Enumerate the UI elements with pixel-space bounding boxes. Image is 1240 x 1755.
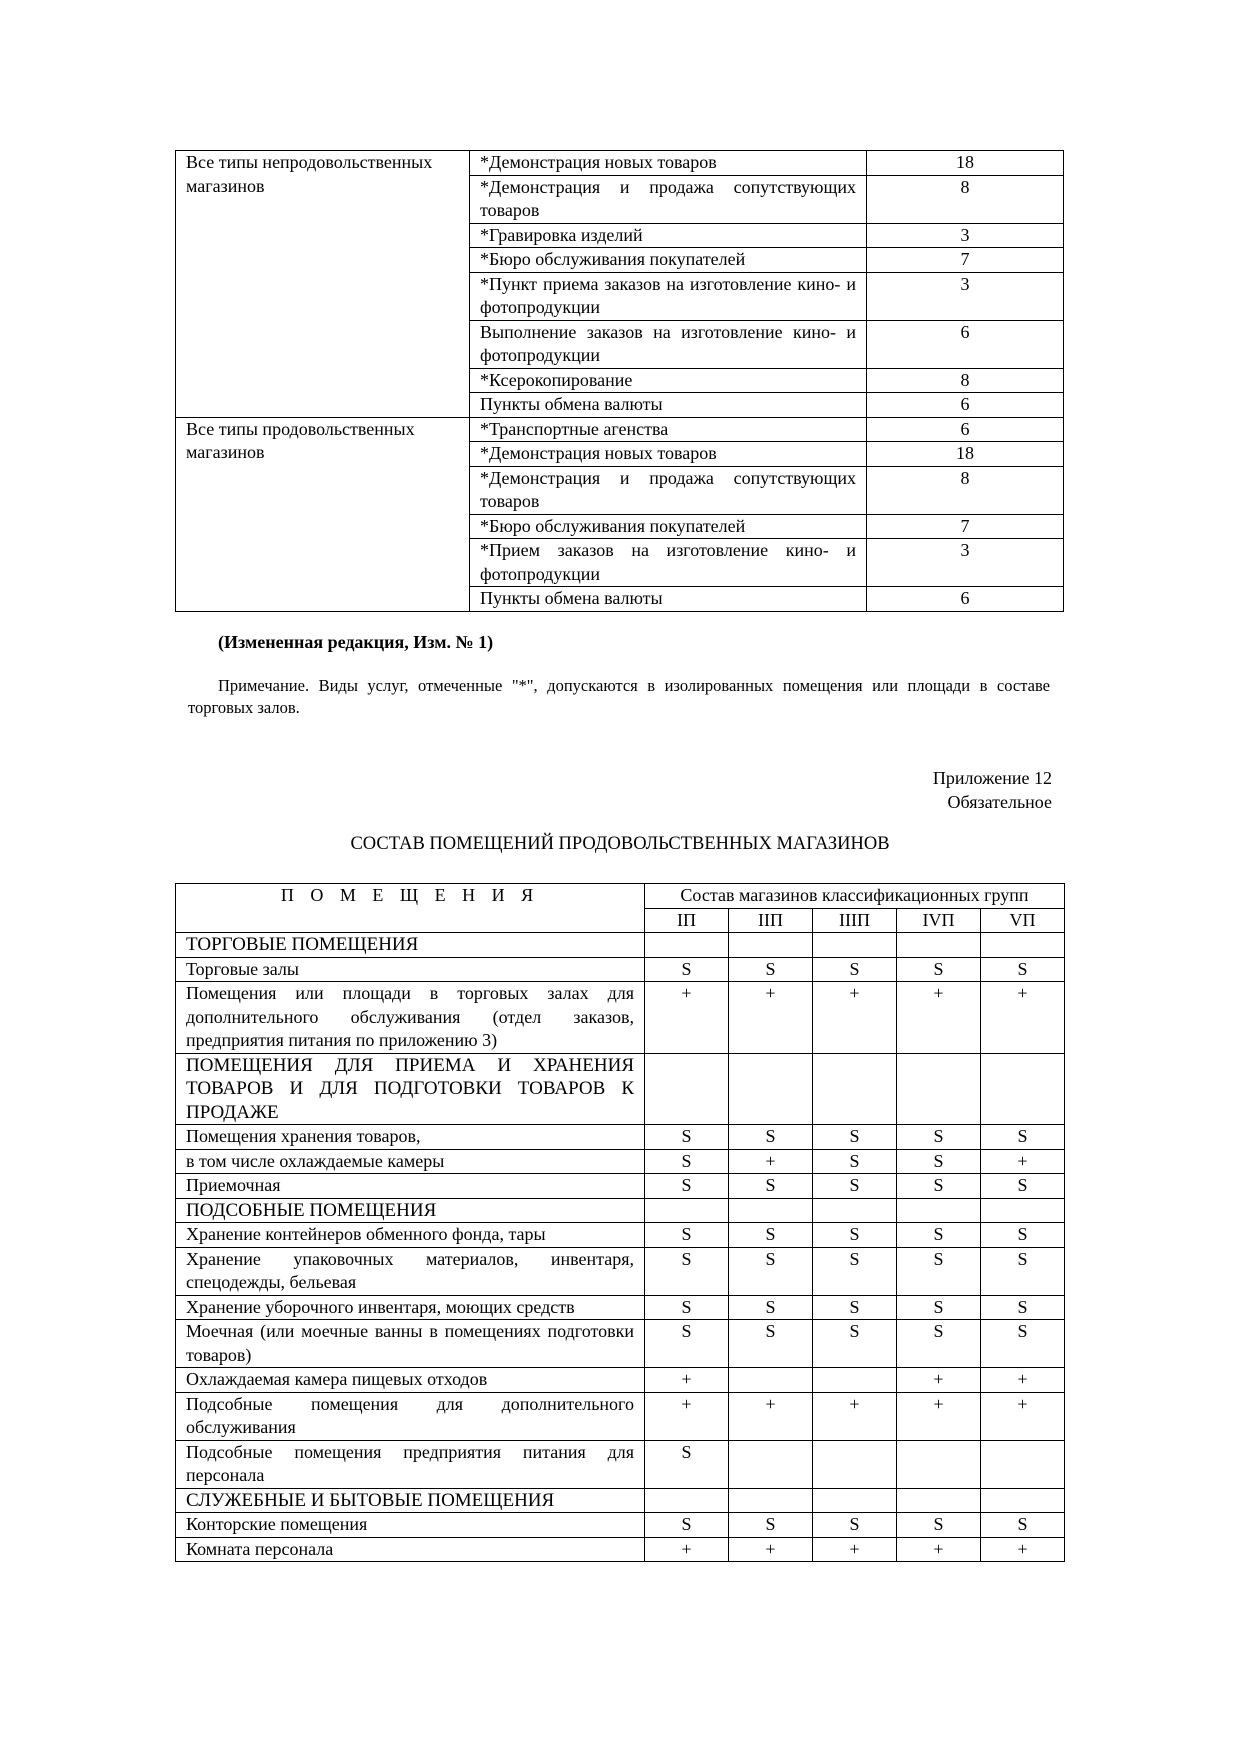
- group-value-cell: [645, 933, 729, 958]
- value-cell: 3: [867, 539, 1064, 587]
- service-cell: *Бюро обслуживания покупателей: [470, 514, 867, 539]
- group-value-cell: S: [897, 1513, 981, 1538]
- table-row: [176, 1537, 1065, 1562]
- group-value-cell: +: [897, 1392, 981, 1440]
- room-name-cell: Охлаждаемая камера пищевых отходов: [176, 1368, 645, 1393]
- group-value-cell: +: [981, 1368, 1065, 1393]
- group-value-cell: +: [645, 1392, 729, 1440]
- value-cell: 6: [867, 587, 1064, 612]
- table-row: [176, 1392, 1065, 1440]
- group-value-cell: S: [645, 1247, 729, 1295]
- group-value-cell: [813, 933, 897, 958]
- value-cell: 3: [867, 223, 1064, 248]
- section-row: [176, 1488, 1065, 1513]
- table-row: [176, 1295, 1065, 1320]
- group-value-cell: [981, 1053, 1065, 1125]
- section-row: [176, 933, 1065, 958]
- section-row: [176, 1053, 1065, 1125]
- edition-note: (Измененная редакция, Изм. № 1): [218, 632, 494, 652]
- header-groups: Состав магазинов классификационных групп: [645, 884, 1065, 909]
- group-value-cell: +: [729, 1149, 813, 1174]
- table-row: [176, 982, 1065, 1054]
- table-row: [176, 1149, 1065, 1174]
- group-value-cell: S: [813, 1125, 897, 1150]
- value-cell: 6: [867, 393, 1064, 418]
- table-row: [176, 417, 1064, 442]
- table-row: [176, 1513, 1065, 1538]
- group-value-cell: S: [645, 1125, 729, 1150]
- group-value-cell: +: [813, 1537, 897, 1562]
- group-value-cell: [897, 1488, 981, 1513]
- group-value-cell: [897, 1198, 981, 1223]
- group-value-cell: [645, 1198, 729, 1223]
- group-value-cell: +: [981, 1149, 1065, 1174]
- appendix-number: Приложение 12: [932, 768, 1052, 788]
- table-row: [176, 1223, 1065, 1248]
- group-code: IVП: [897, 908, 981, 933]
- section-name-cell: СЛУЖЕБНЫЕ И БЫТОВЫЕ ПОМЕЩЕНИЯ: [176, 1488, 645, 1513]
- group-value-cell: S: [981, 1295, 1065, 1320]
- table-row: [176, 151, 1064, 176]
- group-value-cell: [645, 1053, 729, 1125]
- group-value-cell: +: [813, 982, 897, 1054]
- group-value-cell: S: [813, 1149, 897, 1174]
- group-value-cell: [729, 1198, 813, 1223]
- group-value-cell: S: [981, 1513, 1065, 1538]
- group-value-cell: S: [981, 1247, 1065, 1295]
- value-cell: 6: [867, 320, 1064, 368]
- room-name-cell: Хранение уборочного инвентаря, моющих средств: [176, 1295, 645, 1320]
- group-value-cell: [813, 1440, 897, 1488]
- group-code: IП: [645, 908, 729, 933]
- group-value-cell: +: [645, 1537, 729, 1562]
- group-value-cell: +: [729, 982, 813, 1054]
- group-value-cell: S: [981, 1320, 1065, 1368]
- room-name-cell: Хранение контейнеров обменного фонда, тары: [176, 1223, 645, 1248]
- table-row: [176, 1368, 1065, 1393]
- group-value-cell: S: [813, 957, 897, 982]
- service-cell: *Демонстрация новых товаров: [470, 442, 867, 467]
- group-value-cell: S: [729, 1320, 813, 1368]
- group-value-cell: [813, 1053, 897, 1125]
- group-value-cell: S: [813, 1295, 897, 1320]
- group-value-cell: S: [645, 1320, 729, 1368]
- group-value-cell: S: [813, 1513, 897, 1538]
- value-cell: 7: [867, 514, 1064, 539]
- group-value-cell: S: [981, 1223, 1065, 1248]
- services-table: [175, 150, 1064, 612]
- group-value-cell: +: [729, 1537, 813, 1562]
- service-cell: *Демонстрация и продажа сопутствующих товаров: [470, 466, 867, 514]
- group-value-cell: [729, 1440, 813, 1488]
- group-value-cell: S: [813, 1320, 897, 1368]
- group-value-cell: S: [813, 1223, 897, 1248]
- group-value-cell: +: [981, 982, 1065, 1054]
- room-name-cell: Подсобные помещения предприятия питания для персонала: [176, 1440, 645, 1488]
- group-value-cell: +: [645, 982, 729, 1054]
- group-value-cell: S: [729, 1513, 813, 1538]
- section-title: СОСТАВ ПОМЕЩЕНИЙ ПРОДОВОЛЬСТВЕННЫХ МАГАЗИНОВ: [350, 834, 890, 854]
- room-name-cell: Хранение упаковочных материалов, инвентаря, спецодежды, бельевая: [176, 1247, 645, 1295]
- group-value-cell: S: [897, 1149, 981, 1174]
- service-cell: *Демонстрация и продажа сопутствующих товаров: [470, 175, 867, 223]
- appendix-header: [933, 766, 1052, 814]
- table-header-row: [176, 884, 1065, 909]
- room-name-cell: Торговые залы: [176, 957, 645, 982]
- group-value-cell: [981, 933, 1065, 958]
- service-cell: *Демонстрация новых товаров: [470, 151, 867, 176]
- group-value-cell: S: [813, 1174, 897, 1199]
- group-value-cell: S: [645, 1174, 729, 1199]
- group-value-cell: [897, 933, 981, 958]
- room-name-cell: Комната персонала: [176, 1537, 645, 1562]
- group-value-cell: S: [645, 1513, 729, 1538]
- group-value-cell: [729, 1368, 813, 1393]
- group-value-cell: S: [897, 957, 981, 982]
- group-value-cell: [897, 1053, 981, 1125]
- room-name-cell: Помещения или площади в торговых залах для дополнительного обслуживания (отдел заказов, предприятия питания по приложению 3): [176, 982, 645, 1054]
- group-value-cell: +: [981, 1537, 1065, 1562]
- group-value-cell: S: [729, 1247, 813, 1295]
- group-code: IIIП: [813, 908, 897, 933]
- group-value-cell: +: [729, 1392, 813, 1440]
- group-value-cell: S: [813, 1247, 897, 1295]
- value-cell: 3: [867, 272, 1064, 320]
- group-value-cell: [813, 1198, 897, 1223]
- group-value-cell: S: [897, 1320, 981, 1368]
- service-cell: Пункты обмена валюты: [470, 393, 867, 418]
- appendix-status: Обязательное: [947, 792, 1052, 812]
- group-code: IIП: [729, 908, 813, 933]
- group-value-cell: +: [645, 1368, 729, 1393]
- header-rooms: П О М Е Щ Е Н И Я: [176, 884, 645, 933]
- service-cell: Пункты обмена валюты: [470, 587, 867, 612]
- store-type-cell: Все типы продовольственных магазинов: [176, 417, 470, 611]
- group-value-cell: [813, 1488, 897, 1513]
- group-value-cell: S: [981, 957, 1065, 982]
- room-name-cell: Помещения хранения товаров,: [176, 1125, 645, 1150]
- group-value-cell: +: [897, 1368, 981, 1393]
- service-cell: *Прием заказов на изготовление кино- и фотопродукции: [470, 539, 867, 587]
- group-value-cell: S: [729, 1174, 813, 1199]
- group-value-cell: [645, 1488, 729, 1513]
- group-value-cell: [981, 1440, 1065, 1488]
- group-value-cell: +: [981, 1392, 1065, 1440]
- group-value-cell: [729, 1488, 813, 1513]
- group-value-cell: S: [645, 957, 729, 982]
- group-value-cell: S: [981, 1174, 1065, 1199]
- table-row: [176, 1125, 1065, 1150]
- value-cell: 7: [867, 248, 1064, 273]
- group-value-cell: [981, 1488, 1065, 1513]
- room-name-cell: Приемочная: [176, 1174, 645, 1199]
- store-type-cell: Все типы непродовольственных магазинов: [176, 151, 470, 418]
- value-cell: 18: [867, 151, 1064, 176]
- table-row: [176, 1174, 1065, 1199]
- room-name-cell: Подсобные помещения для дополнительного обслуживания: [176, 1392, 645, 1440]
- group-value-cell: [729, 933, 813, 958]
- group-value-cell: +: [813, 1392, 897, 1440]
- group-value-cell: +: [897, 982, 981, 1054]
- value-cell: 18: [867, 442, 1064, 467]
- group-value-cell: S: [897, 1125, 981, 1150]
- value-cell: 8: [867, 175, 1064, 223]
- group-value-cell: +: [897, 1537, 981, 1562]
- group-value-cell: [981, 1198, 1065, 1223]
- group-value-cell: S: [729, 1223, 813, 1248]
- service-cell: Выполнение заказов на изготовление кино- и фотопродукции: [470, 320, 867, 368]
- group-code: VП: [981, 908, 1065, 933]
- group-value-cell: [897, 1440, 981, 1488]
- group-value-cell: S: [645, 1295, 729, 1320]
- section-name-cell: ПОДСОБНЫЕ ПОМЕЩЕНИЯ: [176, 1198, 645, 1223]
- service-cell: *Бюро обслуживания покупателей: [470, 248, 867, 273]
- group-value-cell: S: [981, 1125, 1065, 1150]
- group-value-cell: S: [897, 1174, 981, 1199]
- section-name-cell: ТОРГОВЫЕ ПОМЕЩЕНИЯ: [176, 933, 645, 958]
- group-value-cell: [813, 1368, 897, 1393]
- group-value-cell: [729, 1053, 813, 1125]
- rooms-composition-table: [175, 883, 1065, 1562]
- group-value-cell: S: [645, 1149, 729, 1174]
- group-value-cell: S: [729, 1295, 813, 1320]
- group-value-cell: S: [897, 1223, 981, 1248]
- value-cell: 6: [867, 417, 1064, 442]
- table-row: [176, 1320, 1065, 1368]
- group-value-cell: S: [645, 1440, 729, 1488]
- remark-paragraph: Примечание. Виды услуг, отмеченные "*", допускаются в изолированных помещения или площади в составе торговых залов.: [188, 676, 1050, 717]
- group-value-cell: S: [729, 957, 813, 982]
- room-name-cell: в том числе охлаждаемые камеры: [176, 1149, 645, 1174]
- section-name-cell: ПОМЕЩЕНИЯ ДЛЯ ПРИЕМА И ХРАНЕНИЯ ТОВАРОВ И ДЛЯ ПОДГОТОВКИ ТОВАРОВ К ПРОДАЖЕ: [176, 1053, 645, 1125]
- section-row: [176, 1198, 1065, 1223]
- service-cell: *Транспортные агенства: [470, 417, 867, 442]
- room-name-cell: Конторские помещения: [176, 1513, 645, 1538]
- table-row: [176, 1247, 1065, 1295]
- table-row: [176, 957, 1065, 982]
- group-value-cell: S: [645, 1223, 729, 1248]
- group-value-cell: S: [897, 1295, 981, 1320]
- service-cell: *Гравировка изделий: [470, 223, 867, 248]
- room-name-cell: Моечная (или моечные ванны в помещениях подготовки товаров): [176, 1320, 645, 1368]
- service-cell: *Ксерокопирование: [470, 368, 867, 393]
- value-cell: 8: [867, 368, 1064, 393]
- value-cell: 8: [867, 466, 1064, 514]
- group-value-cell: S: [897, 1247, 981, 1295]
- group-value-cell: S: [729, 1125, 813, 1150]
- table-row: [176, 1440, 1065, 1488]
- service-cell: *Пункт приема заказов на изготовление кино- и фотопродукции: [470, 272, 867, 320]
